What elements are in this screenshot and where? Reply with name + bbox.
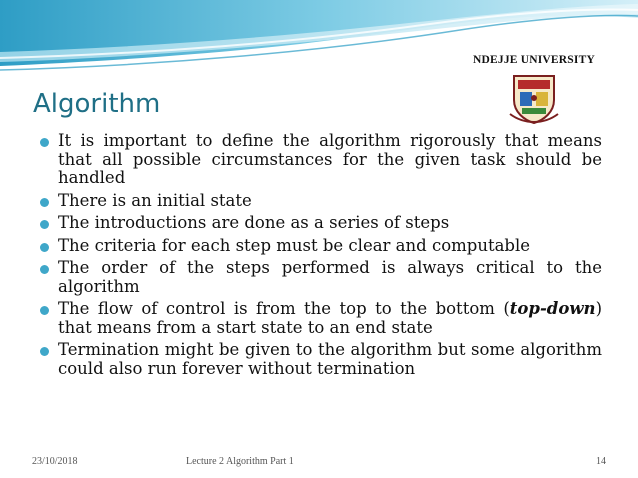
bullet-text: The order of the steps performed is always critical to the algorithm (58, 258, 602, 296)
bullet-text: It is important to define the algorithm rigorously that means that all possible circumstances for the given task should be handled (58, 131, 602, 187)
footer-date: 23/10/2018 (32, 456, 78, 467)
bullet-item (40, 192, 602, 211)
bullet-dot-icon (40, 265, 49, 274)
university-name: NDEJJE UNIVERSITY (473, 54, 595, 66)
bullet-dot-icon (40, 243, 49, 252)
footer-page-number: 14 (596, 456, 606, 467)
bullet-dot-icon (40, 138, 49, 147)
university-crest-icon (508, 70, 560, 124)
bullet-item (40, 132, 602, 188)
bullet-text-after: ) that means from a start state to an end state (58, 299, 602, 337)
bullet-text-before: The flow of control is from the top to the bottom ( (58, 299, 510, 318)
slide-title: Algorithm (33, 89, 161, 119)
bullet-dot-icon (40, 198, 49, 207)
bullet-text: The introductions are done as a series of steps (58, 213, 450, 232)
bullet-item (40, 300, 602, 337)
university-logo (461, 52, 607, 126)
bullet-dot-icon (40, 347, 49, 356)
bullet-emphasis: top-down (509, 299, 596, 318)
bullet-item (40, 341, 602, 378)
bullet-text: There is an initial state (58, 190, 252, 210)
footer-title: Lecture 2 Algorithm Part 1 (186, 456, 294, 467)
bullet-text: Termination might be given to the algorithm but some algorithm could also run forever without termination (58, 340, 602, 378)
bullet-text: The criteria for each step must be clear and computable (58, 235, 531, 255)
bullet-list (40, 132, 602, 382)
bullet-dot-icon (40, 220, 49, 229)
bullet-dot-icon (40, 306, 49, 315)
bullet-item (40, 214, 602, 233)
bullet-item (40, 237, 602, 256)
bullet-item (40, 259, 602, 296)
